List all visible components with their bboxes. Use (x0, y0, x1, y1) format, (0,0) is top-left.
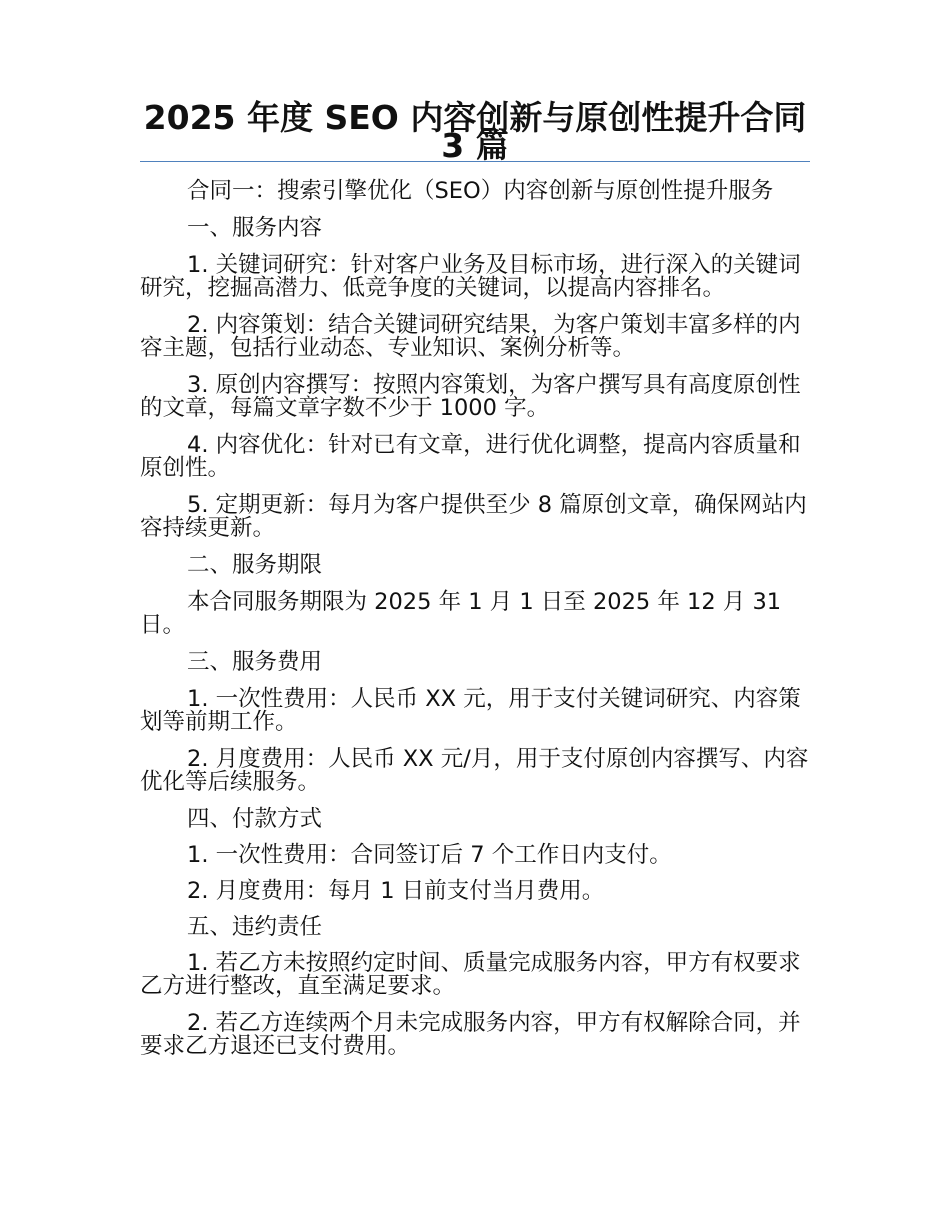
section-heading-breach-liability: 五、违约责任 (187, 914, 323, 940)
list-item-content-optimization: 4. 内容优化：针对已有文章，进行优化调整，提高内容质量和原创性。 (140, 432, 801, 481)
section-heading-service-content: 一、服务内容 (187, 215, 323, 241)
document-title: 2025 年度 SEO 内容创新与原创性提升合同 3 篇 (143, 98, 807, 165)
list-item-content-planning: 2. 内容策划：结合关键词研究结果，为客户策划丰富多样的内容主题，包括行业动态、专业知识、案例分析等。 (140, 312, 801, 361)
section-heading-service-fees: 三、服务费用 (187, 649, 323, 675)
document-body (140, 180, 810, 1072)
list-item-keyword-research: 1. 关键词研究：针对客户业务及目标市场，进行深入的关键词研究，挖掘高潜力、低竞争度的关键词，以提高内容排名。 (140, 252, 801, 301)
list-item-termination: 2. 若乙方连续两个月未完成服务内容，甲方有权解除合同，并要求乙方退还已支付费用。 (140, 1010, 801, 1059)
list-item-rectification: 1. 若乙方未按照约定时间、质量完成服务内容，甲方有权要求乙方进行整改，直至满足要求。 (140, 950, 801, 999)
contract-heading: 合同一：搜索引擎优化（SEO）内容创新与原创性提升服务 (187, 178, 774, 204)
section-heading-payment-method: 四、付款方式 (187, 806, 323, 832)
section-heading-service-term: 二、服务期限 (187, 552, 323, 578)
list-item-monthly-fee: 2. 月度费用：人民币 XX 元/月，用于支付原创内容撰写、内容优化等后续服务。 (140, 746, 809, 795)
list-item-original-writing: 3. 原创内容撰写：按照内容策划，为客户撰写具有高度原创性的文章，每篇文章字数不少于 1000 字。 (140, 372, 801, 421)
service-term-text: 本合同服务期限为 2025 年 1 月 1 日至 2025 年 12 月 31 日。 (140, 589, 782, 638)
list-item-one-time-payment: 1. 一次性费用：合同签订后 7 个工作日内支付。 (187, 842, 672, 868)
list-item-one-time-fee: 1. 一次性费用：人民币 XX 元，用于支付关键词研究、内容策划等前期工作。 (140, 686, 801, 735)
list-item-monthly-payment: 2. 月度费用：每月 1 日前支付当月费用。 (187, 878, 605, 904)
list-item-regular-updates: 5. 定期更新：每月为客户提供至少 8 篇原创文章，确保网站内容持续更新。 (140, 492, 807, 541)
title-underline (140, 161, 810, 162)
